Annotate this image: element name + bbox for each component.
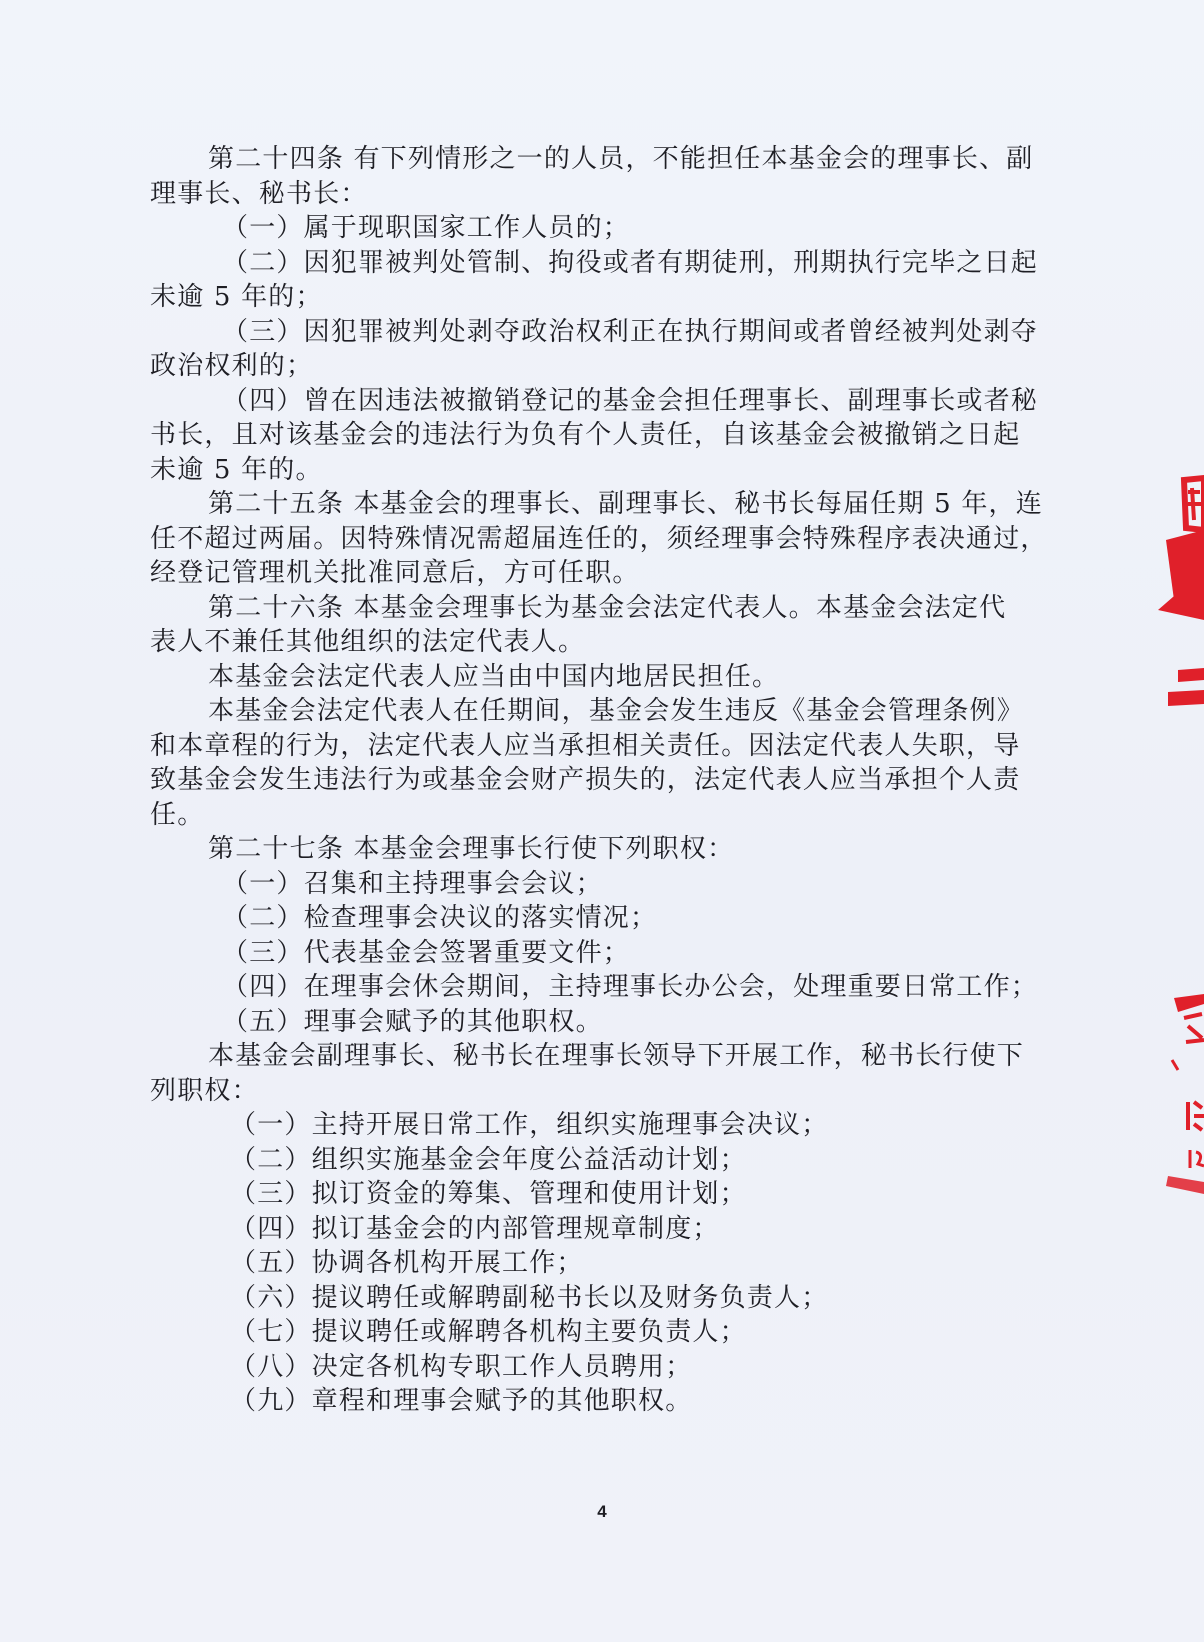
text-line: （二）组织实施基金会年度公益活动计划； — [230, 1144, 747, 1175]
text-line: 列职权： — [150, 1075, 259, 1106]
text-line: 本基金会副理事长、秘书长在理事长领导下开展工作，秘书长行使下 — [208, 1041, 1025, 1071]
text-line: 未逾 5 年的； — [150, 282, 323, 312]
text-line: 和本章程的行为，法定代表人应当承担相关责任。因法定代表人失职，导 — [150, 730, 1021, 761]
text-line: （三）代表基金会签署重要文件； — [222, 937, 631, 968]
text-line: 理事长、秘书长： — [150, 178, 368, 209]
text-line: （四）曾在因违法被撤销登记的基金会担任理事长、副理事长或者秘 — [222, 385, 1039, 416]
text-line: 表人不兼任其他组织的法定代表人。 — [150, 627, 586, 657]
text-line: （四）在理事会休会期间，主持理事长办公会，处理重要日常工作； — [222, 972, 1039, 1002]
text-line: （八）决定各机构专职工作人员聘用； — [230, 1351, 693, 1382]
text-line: （一）召集和主持理事会会议； — [222, 868, 603, 899]
text-line: （三）因犯罪被判处剥夺政治权利正在执行期间或者曾经被判处剥夺 — [222, 316, 1039, 347]
text-line: 本基金会法定代表人应当由中国内地居民担任。 — [208, 661, 780, 692]
text-line: （九）章程和理事会赋予的其他职权。 — [230, 1386, 693, 1416]
document-body — [150, 142, 1070, 1419]
text-line: 任不超过两届。因特殊情况需超届连任的，须经理事会特殊程序表决通过， — [150, 523, 1048, 554]
text-line: 任。 — [150, 799, 205, 830]
page-number: 4 — [597, 1502, 607, 1521]
text-line: （六）提议聘任或解聘副秘书长以及财务负责人； — [230, 1282, 829, 1313]
seal-stamp-lower — [1144, 990, 1204, 1200]
text-line: （四）拟订基金会的内部管理规章制度； — [230, 1213, 720, 1244]
text-line: 第二十四条 有下列情形之一的人员，不能担任本基金会的理事长、副 — [208, 144, 1034, 174]
text-line: （二）检查理事会决议的落实情况； — [222, 903, 658, 933]
text-line: （五）理事会赋予的其他职权。 — [222, 1006, 603, 1037]
seal-stamp-upper — [1144, 470, 1204, 720]
text-line: 第二十六条 本基金会理事长为基金会法定代表人。本基金会法定代 — [208, 592, 1007, 623]
text-line: （三）拟订资金的筹集、管理和使用计划； — [230, 1179, 747, 1209]
text-line: 未逾 5 年的。 — [150, 454, 323, 485]
text-line: 政治权利的； — [150, 351, 314, 381]
text-line: （五）协调各机构开展工作； — [230, 1248, 584, 1278]
text-line: （二）因犯罪被判处管制、拘役或者有期徒刑，刑期执行完毕之日起 — [222, 247, 1039, 278]
text-line: 书长，且对该基金会的违法行为负有个人责任，自该基金会被撤销之日起 — [150, 420, 1021, 450]
text-line: 本基金会法定代表人在任期间，基金会发生违反《基金会管理条例》 — [208, 696, 1025, 726]
text-line: （一）属于现职国家工作人员的； — [222, 213, 631, 243]
text-line: 第二十五条 本基金会的理事长、副理事长、秘书长每届任期 5 年，连 — [208, 489, 1043, 519]
text-line: 经登记管理机关批准同意后，方可任职。 — [150, 558, 640, 588]
text-line: 第二十七条 本基金会理事长行使下列职权： — [208, 834, 735, 864]
text-line: （一）主持开展日常工作，组织实施理事会决议； — [230, 1110, 829, 1140]
text-line: 致基金会发生违法行为或基金会财产损失的，法定代表人应当承担个人责 — [150, 765, 1021, 795]
text-line: （七）提议聘任或解聘各机构主要负责人； — [230, 1317, 747, 1347]
